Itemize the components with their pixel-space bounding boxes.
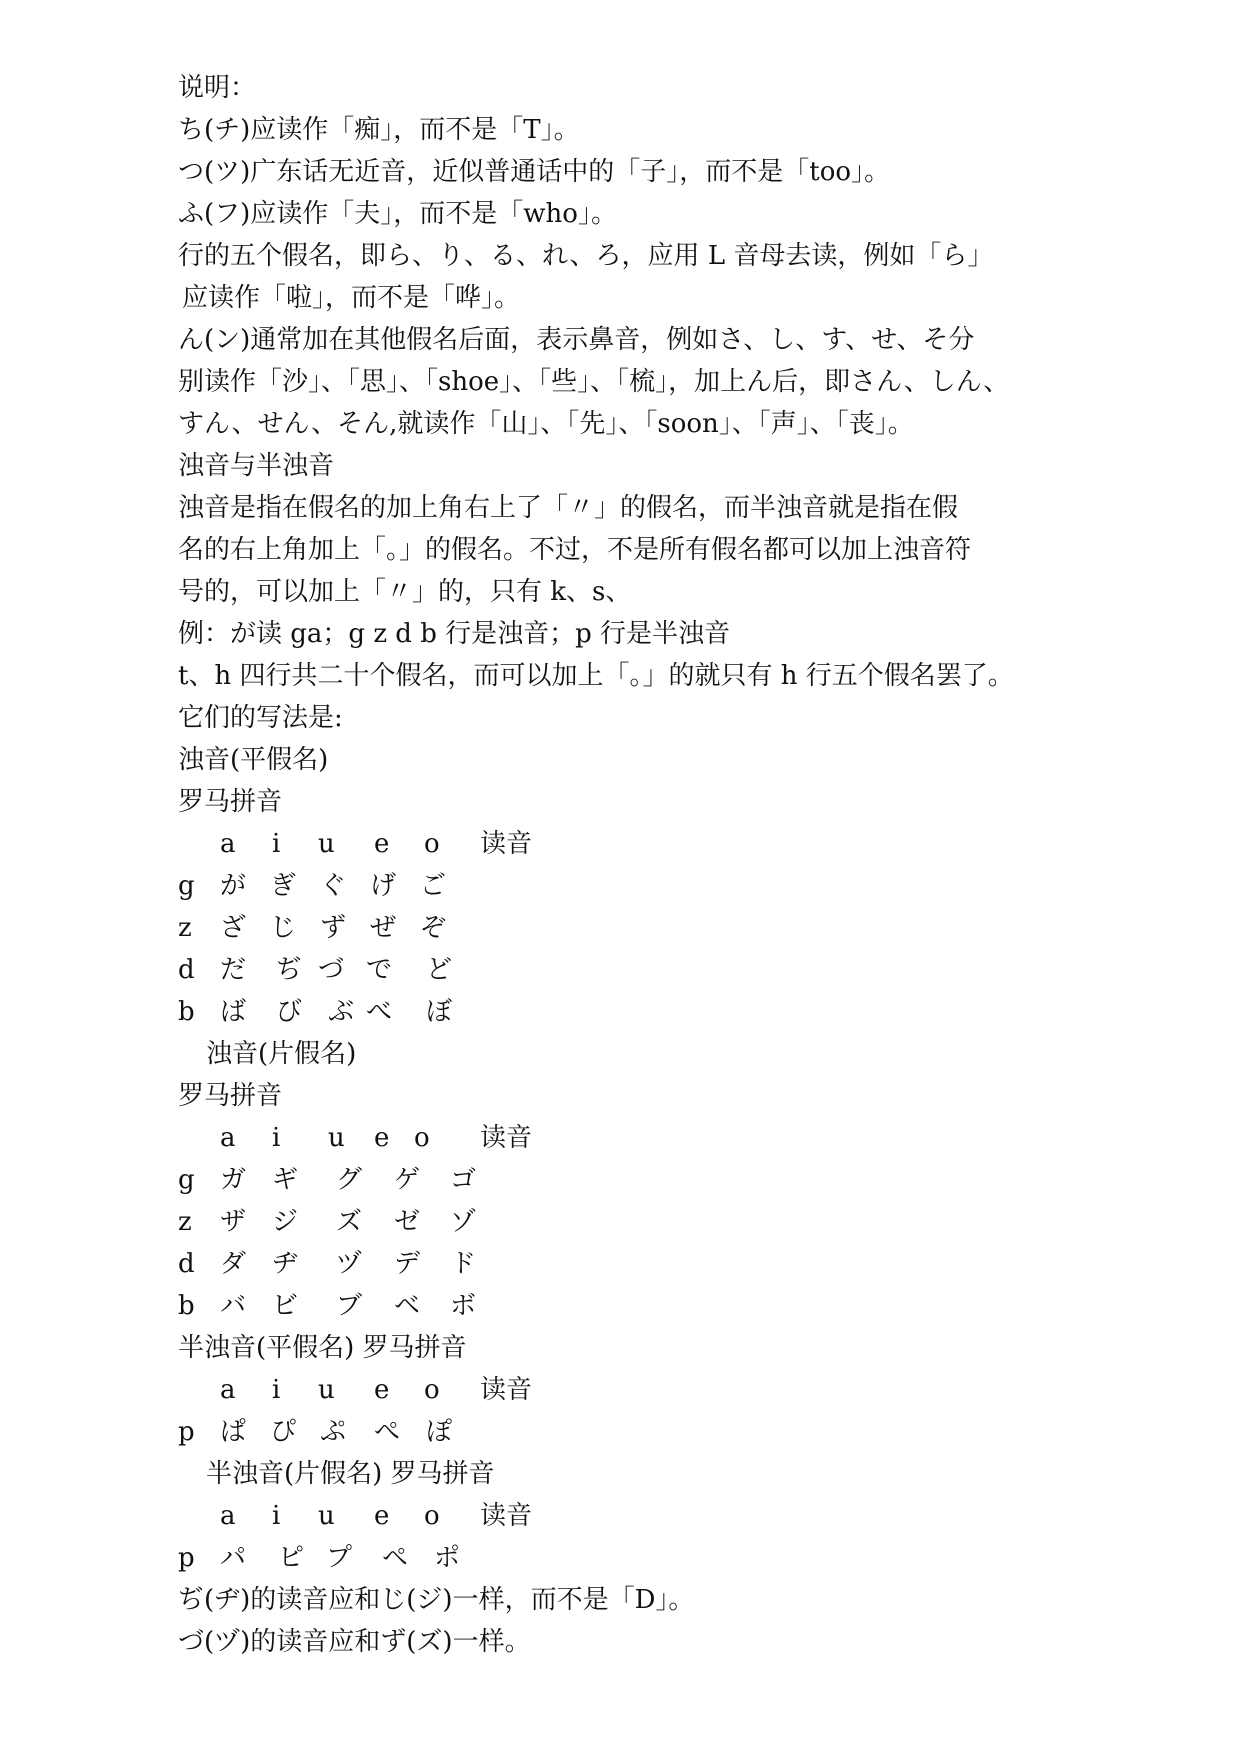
kana-cell: づ: [318, 955, 345, 985]
paragraph-example: 例：が读 ga；g z d b 行是浊音；p 行是半浊音: [178, 619, 731, 649]
kana-cell: ぼ: [426, 997, 453, 1027]
kana-cell: ぽ: [426, 1417, 453, 1447]
kana-cell: び: [276, 997, 303, 1027]
col-u: u: [328, 1123, 345, 1153]
col-e: e: [374, 829, 390, 859]
col-reading: 读音: [480, 1123, 533, 1153]
kana-cell: ぴ: [270, 1417, 297, 1447]
paragraph-n-line2: 别读作「沙」、「思」、「shoe」、「些」、「梳」，加上ん后，即さん、しん、: [178, 367, 1010, 397]
kana-cell: ゾ: [450, 1207, 477, 1237]
kana-cell: デ: [394, 1249, 421, 1279]
row-label: g: [178, 871, 195, 901]
row-label: b: [178, 1291, 195, 1321]
kana-cell: ガ: [220, 1165, 247, 1195]
col-a: a: [220, 1501, 236, 1531]
col-a: a: [220, 1375, 236, 1405]
kana-cell: じ: [270, 913, 297, 943]
row-label: d: [178, 1249, 195, 1279]
kana-cell: ぶ: [328, 997, 355, 1027]
kana-cell: ギ: [272, 1165, 299, 1195]
col-e: e: [374, 1501, 390, 1531]
paragraph-n-line3: すん、せん、そん,就读作「山」、「先」、「soon」、「声」、「丧」。: [178, 409, 914, 439]
footer-note-du: づ(ヅ)的读音应和ず(ズ)一样。: [178, 1627, 531, 1657]
kana-cell: ヂ: [272, 1249, 299, 1279]
kana-cell: ピ: [278, 1543, 305, 1573]
table-title-dakuon-katakana: 浊音(片假名): [206, 1039, 357, 1069]
col-reading: 读音: [480, 1501, 533, 1531]
kana-cell: ご: [420, 871, 447, 901]
kana-cell: ゼ: [394, 1207, 421, 1237]
col-u: u: [318, 1501, 335, 1531]
kana-cell: ベ: [394, 1291, 421, 1321]
kana-cell: ぺ: [374, 1417, 401, 1447]
col-o: o: [424, 1501, 440, 1531]
paragraph-n-line1: ん(ン)通常加在其他假名后面，表示鼻音，例如さ、し、す、せ、そ分: [178, 325, 975, 355]
row-label: z: [178, 1207, 192, 1237]
kana-cell: ビ: [272, 1291, 299, 1321]
paragraph-ra-line1: 行的五个假名，即ら、り、る、れ、ろ，应用 L 音母去读，例如「ら」: [178, 241, 994, 271]
col-o: o: [424, 1375, 440, 1405]
kana-cell: ヅ: [336, 1249, 363, 1279]
table-subtitle-romaji: 罗马拼音: [178, 787, 283, 817]
table-title-dakuon-hiragana: 浊音(平假名): [178, 745, 329, 775]
kana-cell: ぷ: [320, 1417, 347, 1447]
kana-cell: ズ: [336, 1207, 363, 1237]
col-o: o: [424, 829, 440, 859]
kana-cell: べ: [366, 997, 393, 1027]
kana-cell: バ: [220, 1291, 247, 1321]
kana-cell: ポ: [434, 1543, 461, 1573]
col-a: a: [220, 1123, 236, 1153]
col-i: i: [272, 1501, 281, 1531]
kana-cell: ゲ: [394, 1165, 421, 1195]
paragraph-tsu: つ(ツ)广东话无近音，近似普通话中的「子」，而不是「too」。: [178, 157, 891, 187]
paragraph-fu: ふ(フ)应读作「夫」，而不是「who」。: [178, 199, 617, 229]
row-label: b: [178, 997, 195, 1027]
kana-cell: ざ: [220, 913, 247, 943]
kana-cell: ぎ: [270, 871, 297, 901]
row-label: d: [178, 955, 195, 985]
row-label: g: [178, 1165, 195, 1195]
paragraph-writing-intro: 它们的写法是:: [178, 703, 343, 733]
row-label: z: [178, 913, 192, 943]
kana-cell: ザ: [220, 1207, 247, 1237]
note-heading: 说明：: [178, 73, 257, 103]
kana-cell: ぐ: [320, 871, 347, 901]
paragraph-dakuon-line1: 浊音是指在假名的加上角右上了「〃」的假名，而半浊音就是指在假: [178, 493, 959, 523]
row-label: p: [178, 1543, 195, 1573]
kana-cell: プ: [326, 1543, 353, 1573]
kana-cell: ペ: [382, 1543, 409, 1573]
kana-cell: ジ: [272, 1207, 299, 1237]
paragraph-ra-line2: 应读作「啦」，而不是「哗」。: [182, 283, 521, 313]
kana-cell: が: [220, 871, 247, 901]
col-e: e: [374, 1123, 390, 1153]
kana-cell: ぱ: [220, 1417, 247, 1447]
kana-cell: ゴ: [450, 1165, 477, 1195]
col-i: i: [272, 1375, 281, 1405]
paragraph-count: t、h 四行共二十个假名，而可以加上「。」的就只有 h 行五个假名罢了。: [178, 661, 1014, 691]
row-label: p: [178, 1417, 195, 1447]
kana-cell: ボ: [450, 1291, 477, 1321]
kana-cell: ば: [220, 997, 247, 1027]
kana-cell: ど: [426, 955, 453, 985]
table-title-handakuon-katakana: 半浊音(片假名) 罗马拼音: [206, 1459, 495, 1489]
kana-cell: パ: [220, 1543, 247, 1573]
col-o: o: [414, 1123, 430, 1153]
col-e: e: [374, 1375, 390, 1405]
col-u: u: [318, 1375, 335, 1405]
col-a: a: [220, 829, 236, 859]
kana-cell: グ: [336, 1165, 363, 1195]
kana-cell: げ: [370, 871, 397, 901]
table-subtitle-romaji: 罗马拼音: [178, 1081, 283, 1111]
kana-cell: ぞ: [420, 913, 447, 943]
kana-cell: ダ: [220, 1249, 247, 1279]
paragraph-dakuon-line3: 号的，可以加上「〃」的，只有 k、s、: [178, 577, 632, 607]
kana-cell: ド: [450, 1249, 477, 1279]
col-reading: 读音: [480, 829, 533, 859]
col-reading: 读音: [480, 1375, 533, 1405]
section-heading: 浊音与半浊音: [178, 451, 335, 481]
footer-note-di: ぢ(ヂ)的读音应和じ(ジ)一样，而不是「D」。: [178, 1585, 695, 1615]
paragraph-chi: ち(チ)应读作「痴」，而不是「T」。: [178, 115, 580, 145]
col-i: i: [272, 829, 281, 859]
kana-cell: ぢ: [276, 955, 303, 985]
table-title-handakuon-hiragana: 半浊音(平假名) 罗马拼音: [178, 1333, 467, 1363]
col-u: u: [318, 829, 335, 859]
kana-cell: ず: [320, 913, 347, 943]
kana-cell: ぜ: [370, 913, 397, 943]
kana-cell: ブ: [336, 1291, 363, 1321]
kana-cell: で: [366, 955, 393, 985]
col-i: i: [272, 1123, 281, 1153]
kana-cell: だ: [220, 955, 247, 985]
paragraph-dakuon-line2: 名的右上角加上「。」的假名。不过，不是所有假名都可以加上浊音符: [178, 535, 972, 565]
